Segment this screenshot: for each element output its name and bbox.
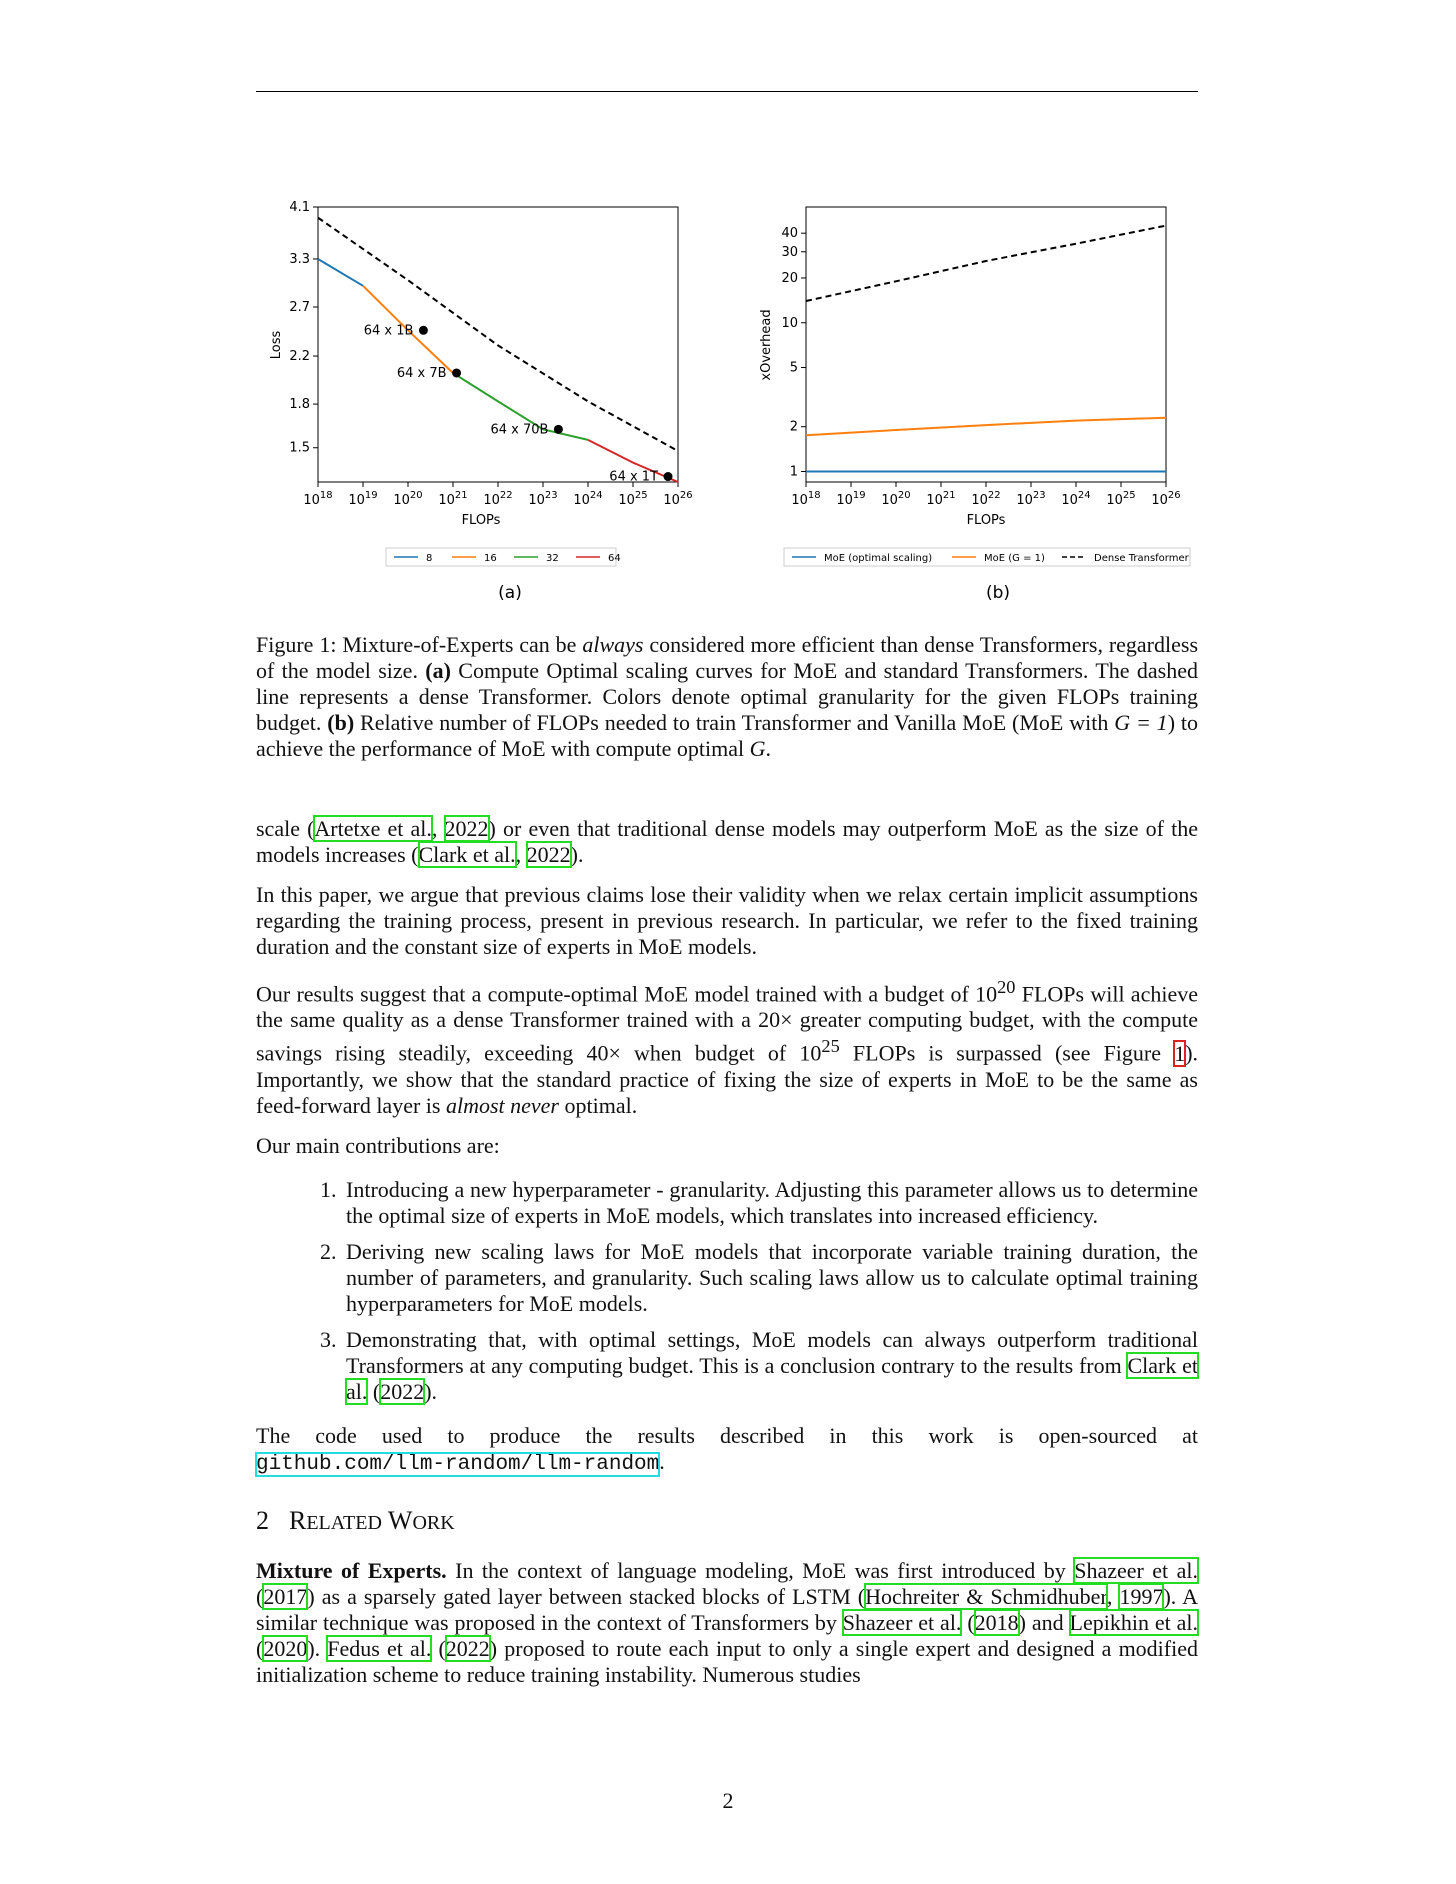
paragraph-5 bbox=[256, 1423, 1198, 1449]
citation-link[interactable]: Shazeer et al. bbox=[842, 1609, 962, 1635]
text: ). A similar technique was proposed in the context of Transformers by bbox=[256, 1583, 1198, 1635]
citation-link[interactable]: Hochreiter & Schmidhuber bbox=[865, 1583, 1107, 1609]
panel-b-y-ticks bbox=[781, 226, 806, 479]
series-line bbox=[806, 226, 1166, 301]
list-item: 2. Deriving new scaling laws for MoE models that incorporate variable training duration, the number of parameters, and granularity. Such scaling laws allow us to calculate optimal training hyperparameters for MoE models. bbox=[342, 1239, 1198, 1317]
text: The code used to produce the results described in this work is open-sourced at bbox=[256, 1422, 1198, 1448]
y-tick-label: 1.5 bbox=[289, 440, 310, 456]
caption-panel-b-tag: (b) bbox=[327, 710, 355, 735]
panel-b-x-ticks bbox=[791, 482, 1180, 508]
x-tick-label: $10^{20}$ bbox=[393, 490, 423, 508]
citation-link[interactable]: 2022 bbox=[380, 1378, 425, 1404]
x-tick-label: $10^{24}$ bbox=[1061, 490, 1091, 508]
y-tick-label: 2 bbox=[789, 419, 798, 435]
x-tick-label: $10^{18}$ bbox=[303, 490, 333, 508]
text: FLOPs is surpassed (see Figure bbox=[839, 1040, 1175, 1066]
y-tick-label: 1 bbox=[789, 464, 798, 480]
figure-1-svg bbox=[256, 190, 1198, 610]
y-tick-label: 10 bbox=[781, 315, 798, 331]
text: ). bbox=[307, 1635, 328, 1661]
annotation-label: 64 x 1B bbox=[363, 323, 414, 339]
figure-ref-link[interactable]: 1 bbox=[1174, 1040, 1186, 1066]
legend-label: 32 bbox=[546, 553, 559, 564]
panel-a-x-ticks bbox=[303, 482, 692, 508]
superscript: 25 bbox=[821, 1036, 840, 1057]
citation-link[interactable]: 2022 bbox=[526, 842, 571, 867]
text: ORK bbox=[412, 1511, 455, 1534]
contributions-list bbox=[256, 1177, 1198, 1405]
code-url-link[interactable]: github.com/llm-random/llm-random bbox=[256, 1452, 660, 1476]
x-tick-label: $10^{26}$ bbox=[1151, 490, 1181, 508]
citation-link[interactable]: Artetxe et al. bbox=[314, 816, 432, 841]
panel-a-xlabel: FLOPs bbox=[461, 513, 501, 528]
citation-link[interactable]: 1997 bbox=[1119, 1583, 1164, 1609]
annotation-dot bbox=[554, 425, 563, 434]
text: scale ( bbox=[256, 816, 315, 841]
series-line bbox=[806, 418, 1166, 436]
x-tick-label: $10^{25}$ bbox=[1106, 490, 1136, 508]
legend-label: MoE (optimal scaling) bbox=[824, 553, 933, 564]
x-tick-label: $10^{18}$ bbox=[791, 490, 821, 508]
panel-a-ylabel: Loss bbox=[269, 330, 284, 360]
panel-b-series bbox=[806, 226, 1166, 472]
text: R bbox=[289, 1505, 307, 1535]
panel-b-xlabel: FLOPs bbox=[966, 513, 1006, 528]
panel-b-frame bbox=[806, 207, 1166, 482]
emphasis: almost never bbox=[445, 1092, 559, 1118]
citation-link[interactable]: Shazeer et al. bbox=[1074, 1557, 1198, 1583]
text: ) and bbox=[1018, 1609, 1070, 1635]
citation-link[interactable]: Lepikhin et al. bbox=[1069, 1609, 1198, 1635]
panel-a-y-ticks bbox=[289, 200, 318, 456]
caption-text: ) to achieve the performance of MoE with compute optimal bbox=[256, 710, 1198, 761]
text: FLOPs will achieve the same quality as a dense Transformer trained with a 20× greater computing budget, with the compute savings rising steadily, exceeding 40× when budget of 10 bbox=[256, 981, 1198, 1066]
annotation-label: 64 x 7B bbox=[396, 365, 447, 381]
citation-link[interactable]: 2020 bbox=[263, 1635, 308, 1661]
y-tick-label: 40 bbox=[781, 226, 798, 242]
citation-link[interactable]: 2018 bbox=[974, 1609, 1019, 1635]
paragraph-2: In this paper, we argue that previous claims lose their validity when we relax certain implicit assumptions regarding the training process, present in previous research. In particular, we refer to the fixed training duration and the constant size of experts in MoE models. bbox=[256, 882, 1198, 959]
panel-a bbox=[269, 200, 693, 603]
x-tick-label: $10^{22}$ bbox=[971, 490, 1001, 508]
panel-a-series bbox=[318, 218, 678, 482]
y-tick-label: 1.8 bbox=[289, 397, 310, 413]
annotation-label: 64 x 1T bbox=[609, 469, 659, 485]
x-tick-label: $10^{26}$ bbox=[663, 490, 693, 508]
x-tick-label: $10^{19}$ bbox=[836, 490, 866, 508]
paragraph-1 bbox=[256, 816, 1198, 868]
x-tick-label: $10^{21}$ bbox=[438, 490, 468, 508]
text: . bbox=[659, 1448, 665, 1474]
annotation-dot bbox=[452, 368, 461, 377]
text: ELATED bbox=[306, 1511, 382, 1534]
citation-link[interactable]: Fedus et al. bbox=[327, 1635, 432, 1661]
caption-text: . bbox=[765, 736, 771, 761]
legend-label: Dense Transformer bbox=[1094, 553, 1189, 564]
section-heading bbox=[256, 1505, 1198, 1536]
figure-caption bbox=[256, 632, 1198, 762]
citation-link[interactable]: 2017 bbox=[263, 1583, 308, 1609]
annotation-label: 64 x 70B bbox=[490, 422, 549, 438]
panel-a-annotations bbox=[364, 323, 673, 484]
paragraph-3 bbox=[256, 974, 1198, 1119]
text: W bbox=[387, 1505, 413, 1535]
section-number: 2 bbox=[256, 1505, 269, 1535]
caption-emphasis: always bbox=[582, 632, 644, 657]
header-rule bbox=[256, 91, 1198, 92]
y-tick-label: 2.2 bbox=[289, 349, 310, 365]
paragraph-6 bbox=[256, 1558, 1198, 1688]
text: ( bbox=[256, 1583, 264, 1609]
y-tick-label: 30 bbox=[781, 244, 798, 260]
text: ). bbox=[424, 1378, 438, 1404]
y-tick-label: 3.3 bbox=[289, 251, 310, 267]
text: , bbox=[515, 842, 527, 867]
x-tick-label: $10^{20}$ bbox=[881, 490, 911, 508]
citation-link[interactable]: Clark et al. bbox=[418, 842, 516, 867]
text: , bbox=[1106, 1583, 1120, 1609]
paragraph-4: Our main contributions are: bbox=[256, 1132, 500, 1158]
citation-link[interactable]: 2022 bbox=[444, 816, 489, 841]
text: ( bbox=[256, 1635, 264, 1661]
paragraph-5-cont bbox=[256, 1449, 1198, 1478]
text: optimal. bbox=[559, 1092, 638, 1118]
text: ( bbox=[431, 1635, 446, 1661]
x-tick-label: $10^{24}$ bbox=[573, 490, 603, 508]
page-number: 2 bbox=[722, 1788, 734, 1813]
figure-1 bbox=[256, 190, 1198, 610]
panel-b-label: (b) bbox=[985, 583, 1011, 603]
y-tick-label: 4.1 bbox=[289, 200, 310, 215]
citation-link[interactable]: 2022 bbox=[445, 1635, 490, 1661]
caption-text: Figure 1: Mixture-of-Experts can be bbox=[256, 632, 583, 657]
text: ) or even that traditional dense models may outperform MoE as the size of the models increases ( bbox=[256, 816, 1199, 867]
annotation-dot bbox=[419, 326, 428, 335]
text: ) proposed to route each input to only a single expert and designed a modified initialization scheme to reduce training instability. Numerous studies bbox=[256, 1635, 1198, 1687]
panel-a-label: (a) bbox=[498, 583, 522, 603]
panel-b-ylabel: xOverhead bbox=[759, 309, 774, 381]
caption-math: G bbox=[749, 736, 766, 761]
caption-text: Compute Optimal scaling curves for MoE and standard Transformers. The dashed line represents a dense Transformer. Colors denote optimal granularity for the given FLOPs training budget. bbox=[256, 658, 1198, 735]
text: , bbox=[431, 816, 445, 841]
panel-b-legend-items bbox=[792, 553, 1190, 564]
text: ) as a sparsely gated layer between stacked blocks of LSTM ( bbox=[307, 1583, 866, 1609]
caption-math: G = 1 bbox=[1114, 710, 1168, 735]
caption-panel-a-tag: (a) bbox=[425, 658, 451, 683]
y-tick-label: 2.7 bbox=[289, 300, 310, 316]
x-tick-label: $10^{23}$ bbox=[528, 490, 558, 508]
text: Demonstrating that, with optimal settings, MoE models can always outperform traditional Transformers at any computing budget. This is a conclusion contrary to the results from bbox=[346, 1326, 1198, 1378]
legend-label: MoE (G = 1) bbox=[984, 553, 1045, 564]
superscript: 20 bbox=[997, 977, 1016, 997]
text: In the context of language modeling, MoE was first introduced by bbox=[446, 1557, 1075, 1583]
series-line bbox=[318, 259, 363, 286]
legend-label: 8 bbox=[426, 553, 433, 564]
text: Our results suggest that a compute-optimal MoE model trained with a budget of 10 bbox=[256, 981, 998, 1007]
x-tick-label: $10^{19}$ bbox=[348, 490, 378, 508]
x-tick-label: $10^{21}$ bbox=[926, 490, 956, 508]
list-item: 1. Introducing a new hyperparameter - granularity. Adjusting this parameter allows us to determine the optimal size of experts in MoE models, which translates into increased efficiency. bbox=[342, 1177, 1198, 1229]
main-text bbox=[256, 816, 1198, 1702]
legend-label: 16 bbox=[484, 553, 497, 564]
annotation-dot bbox=[664, 472, 673, 481]
y-tick-label: 5 bbox=[789, 360, 798, 376]
caption-text: Relative number of FLOPs needed to train Transformer and Vanilla MoE (MoE with bbox=[354, 710, 1115, 735]
list-item bbox=[342, 1327, 1198, 1405]
text: ). bbox=[570, 842, 584, 867]
panel-b bbox=[759, 207, 1190, 603]
paragraph-lead: Mixture of Experts. bbox=[256, 1557, 447, 1583]
y-tick-label: 20 bbox=[781, 270, 798, 286]
x-tick-label: $10^{23}$ bbox=[1016, 490, 1046, 508]
x-tick-label: $10^{25}$ bbox=[618, 490, 648, 508]
x-tick-label: $10^{22}$ bbox=[483, 490, 513, 508]
text: ( bbox=[961, 1609, 975, 1635]
caption-text: considered more efficient than dense Transformers, regardless of the model size. bbox=[256, 632, 1199, 683]
text: ). Importantly, we show that the standard practice of fixing the size of experts in MoE to be the same as feed-forward layer is bbox=[256, 1040, 1199, 1118]
text: ( bbox=[367, 1378, 381, 1404]
citation-link[interactable]: Clark et al. bbox=[346, 1352, 1198, 1404]
legend-label: 64 bbox=[608, 553, 621, 564]
